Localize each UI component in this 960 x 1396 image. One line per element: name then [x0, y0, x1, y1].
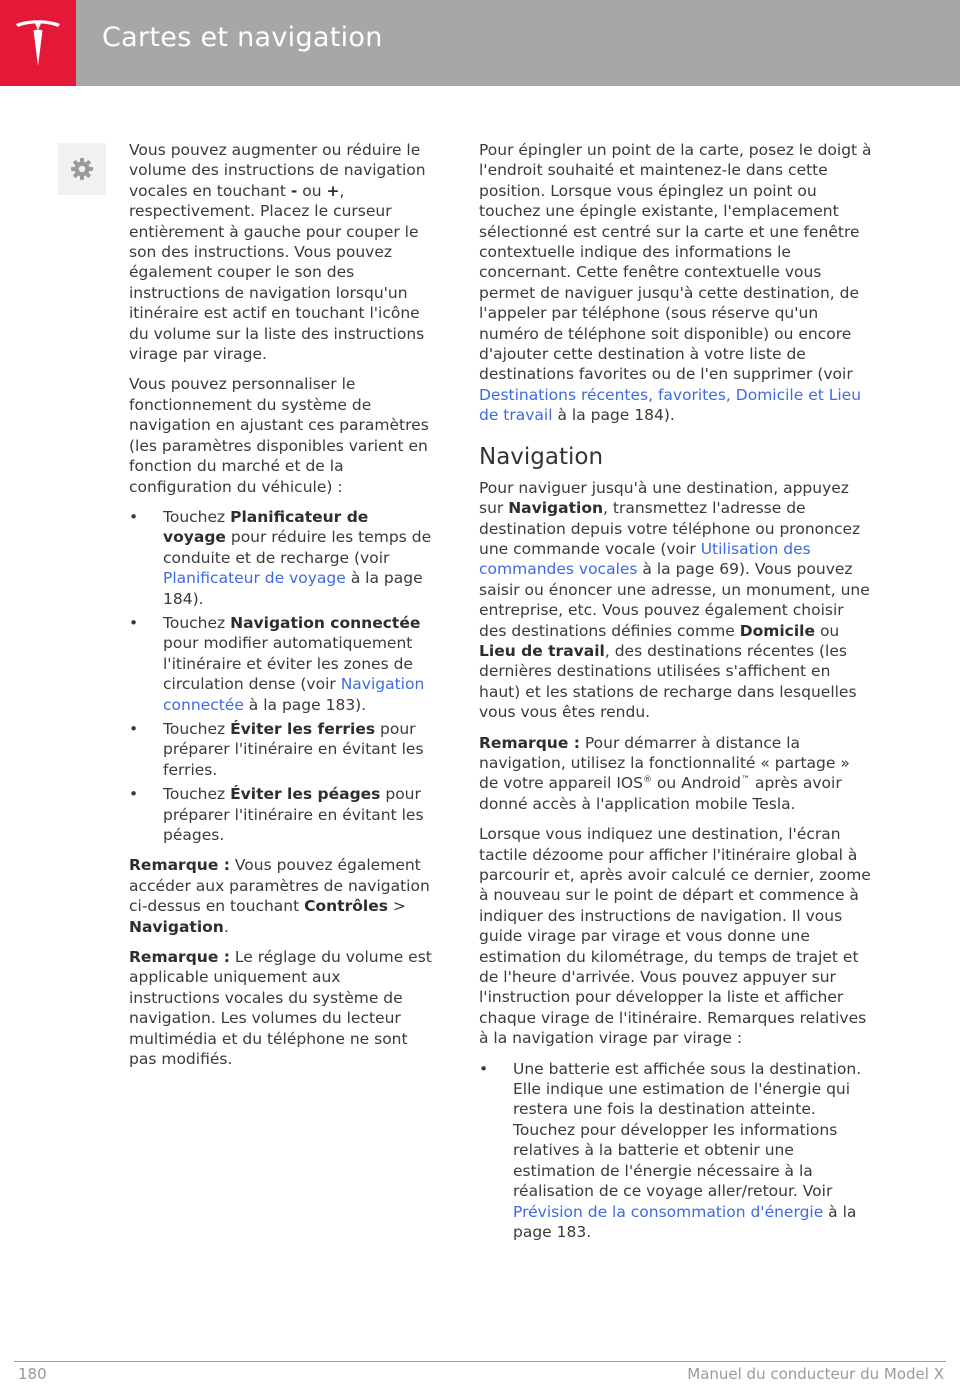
- volume-paragraph: Vous pouvez augmenter ou réduire le volume des instructions de navigation vocales en touchant - ou +, respectivement. Placez le curseur entièrement à gauche pour couper le son des instructions. Vous pouvez également couper le son des instructions de navigation lorsqu'un itinéraire est actif en touchant l'icône du volume sur la liste des instructions virage par virage.: [129, 141, 426, 364]
- note-paragraph: Remarque : Vous pouvez également accéder aux paramètres de navigation ci-dessus en touchant Contrôles > Navigation.: [129, 856, 430, 936]
- list-item: • Touchez Planificateur de voyage pour réduire les temps de conduite et de recharge (voir Planificateur de voyage à la page 184).: [129, 507, 432, 608]
- list-item: • Touchez Éviter les péages pour préparer l'itinéraire en évitant les péages.: [129, 785, 424, 844]
- link-recent-favorite-destinations[interactable]: Destinations récentes, favorites, Domicile et Lieu de travail: [479, 385, 862, 425]
- footer-divider: [14, 1361, 946, 1362]
- settings-icon-box: [58, 143, 106, 195]
- destination-paragraph: Lorsque vous indiquez une destination, l'écran tactile dézoome pour afficher l'itinéraire global à parcourir et, après avoir calculé ce dernier, zoome à nouveau sur le point de départ et commence à indiquer des instructions de navigation. Il vous guide virage par virage et vous donne une estimation du kilométrage, du temps de trajet et de l'heure d'arrivée. Vous pouvez appuyer sur l'instruction pour développer la liste et afficher chaque virage de l'itinéraire. Remarques relatives à la navigation virage par virage :: [479, 825, 871, 1048]
- pin-paragraph: Pour épingler un point de la carte, posez le doigt à l'endroit souhaité et maintenez-le dans cette position. Lorsque vous épinglez un point ou touchez une épingle existante, l'emplacement sélectionné est centré sur la carte et une fenêtre contextuelle indique des informations le concernant. Cette fenêtre contextuelle vous permet de naviguer jusqu'à cette destination, de l'appeler par téléphone (sous réserve qu'un numéro de téléphone soit disponible) ou encore d'ajouter cette destination à votre liste de destinations favorites ou de l'en supprimer (voir Destinations récentes, favorites, Domicile et Lieu de travail à la page 184).: [479, 141, 872, 425]
- list-item: • Touchez Navigation connectée pour modifier automatiquement l'itinéraire et éviter les zones de circulation dense (voir Navigation connectée à la page 183).: [129, 613, 425, 714]
- list-item: • Une batterie est affichée sous la destination. Elle indique une estimation de l'énergie qui restera une fois la destination atteinte. Touchez pour développer les informations relatives à la batterie et obtenir une estimation de l'énergie nécessaire à la réalisation de ce voyage aller/retour. Voir Prévision de la consommation d'énergie à la page 183.: [479, 1059, 862, 1241]
- settings-list: [129, 507, 434, 846]
- manual-title: Manuel du conducteur du Model X: [687, 1365, 944, 1383]
- note-paragraph: Remarque : Le réglage du volume est applicable uniquement aux instructions vocales du système de navigation. Les volumes du lecteur multimédia et du téléphone ne sont pas modifiés.: [129, 948, 432, 1069]
- gear-icon: [70, 157, 94, 181]
- link-voice-commands[interactable]: Utilisation des commandes vocales: [479, 539, 811, 579]
- right-column: [479, 140, 874, 1252]
- tesla-logo-icon: [14, 18, 62, 68]
- link-trip-planner[interactable]: Planificateur de voyage: [163, 569, 346, 588]
- section-heading: Navigation: [479, 443, 604, 470]
- page-number: 180: [18, 1365, 47, 1383]
- link-connected-navigation[interactable]: Navigation connectée: [163, 675, 425, 714]
- link-energy-prediction[interactable]: Prévision de la consommation d'énergie: [513, 1202, 824, 1221]
- brand-logo-box: [0, 0, 76, 86]
- navigation-paragraph: Pour naviguer jusqu'à une destination, appuyez sur Navigation, transmettez l'adresse de destination depuis votre téléphone ou prononcez une commande vocale (voir Utilisation des commandes vocales à la page 69). Vous pouvez saisir ou énoncer une adresse, un monument, une entreprise, etc. Vous pouvez également choisir des destinations définies comme Domicile ou Lieu de travail, des destinations récentes (les dernières destinations utilisées s'affichent en haut) et les stations de recharge dans lesquelles vous vous êtes rendu.: [479, 478, 870, 722]
- settings-intro-paragraph: Vous pouvez personnaliser le fonctionnement du système de navigation en ajustant ces paramètres (les paramètres disponibles varient en fonction du marché et de la configuration du véhicule) :: [129, 375, 429, 496]
- list-item: • Touchez Éviter les ferries pour préparer l'itinéraire en évitant les ferries.: [129, 719, 424, 779]
- header-bar: [0, 0, 960, 86]
- left-column: [129, 140, 434, 1079]
- turn-by-turn-list: [479, 1059, 874, 1243]
- chapter-title: Cartes et navigation: [102, 22, 383, 53]
- note-paragraph: Remarque : Pour démarrer à distance la navigation, utilisez la fonctionnalité « partage » de votre appareil IOS® ou Android™ après avoir donné accès à l'application mobile Tesla.: [479, 733, 850, 813]
